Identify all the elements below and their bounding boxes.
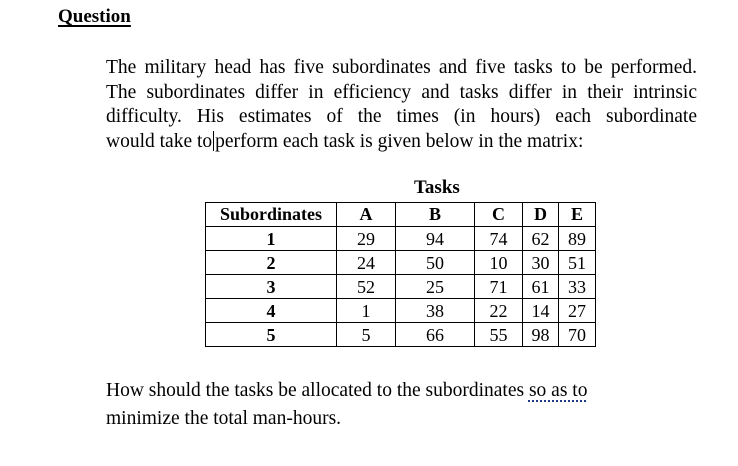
task-header-e: E xyxy=(559,203,596,227)
table-header-row xyxy=(206,203,596,227)
statement-line-2: The subordinates differ in efficiency and tasks differ in their intrinsic xyxy=(106,81,697,103)
time-matrix-table xyxy=(205,202,596,347)
table-cell: 25 xyxy=(396,275,475,299)
subordinate-label: 5 xyxy=(206,323,337,347)
task-header-a: A xyxy=(337,203,396,227)
question-heading: Question xyxy=(58,6,131,27)
table-cell: 10 xyxy=(475,251,523,275)
table-cell: 5 xyxy=(337,323,396,347)
table-row xyxy=(206,251,596,275)
table-cell: 29 xyxy=(337,227,396,251)
table-cell: 52 xyxy=(337,275,396,299)
table-row xyxy=(206,299,596,323)
statement-line-4-start: would take to xyxy=(106,130,213,152)
table-cell: 66 xyxy=(396,323,475,347)
subordinate-label: 2 xyxy=(206,251,337,275)
table-row xyxy=(206,323,596,347)
table-cell: 22 xyxy=(475,299,523,323)
table-cell: 33 xyxy=(559,275,596,299)
table-cell: 55 xyxy=(475,323,523,347)
question-text xyxy=(106,377,587,433)
statement-line-1: The military head has five subordinates and five tasks to be performed. xyxy=(106,57,697,78)
table-cell: 27 xyxy=(559,299,596,323)
text-cursor xyxy=(213,131,214,151)
table-row xyxy=(206,275,596,299)
task-header-c: C xyxy=(475,203,523,227)
statement-line-3: difficulty. His estimates of the times (in hours) each subordinate xyxy=(106,106,697,127)
table-cell: 1 xyxy=(337,299,396,323)
subordinates-header: Subordinates xyxy=(206,203,337,227)
statement-line-4 xyxy=(106,130,697,155)
table-cell: 74 xyxy=(475,227,523,251)
problem-statement xyxy=(106,56,697,154)
task-header-b: B xyxy=(396,203,475,227)
table-cell: 71 xyxy=(475,275,523,299)
subordinate-label: 1 xyxy=(206,227,337,251)
table-cell: 61 xyxy=(523,275,559,299)
table-cell: 70 xyxy=(559,323,596,347)
grammar-marked-phrase[interactable]: so as to xyxy=(528,380,588,401)
table-cell: 30 xyxy=(523,251,559,275)
statement-line-4-end: perform each task is given below in the matrix: xyxy=(215,130,584,152)
table-cell: 89 xyxy=(559,227,596,251)
question-line-2: minimize the total man-hours. xyxy=(106,408,342,429)
table-cell: 14 xyxy=(523,299,559,323)
table-row xyxy=(206,227,596,251)
task-header-d: D xyxy=(523,203,559,227)
subordinate-label: 3 xyxy=(206,275,337,299)
table-cell: 94 xyxy=(396,227,475,251)
table-cell: 51 xyxy=(559,251,596,275)
table-cell: 98 xyxy=(523,323,559,347)
table-cell: 38 xyxy=(396,299,475,323)
table-cell: 50 xyxy=(396,251,475,275)
question-line-1-start: How should the tasks be allocated to the subordinates xyxy=(106,380,529,401)
table-cell: 62 xyxy=(523,227,559,251)
subordinate-label: 4 xyxy=(206,299,337,323)
question-line-1 xyxy=(106,377,587,405)
table-cell: 24 xyxy=(337,251,396,275)
tasks-label: Tasks xyxy=(414,177,460,198)
